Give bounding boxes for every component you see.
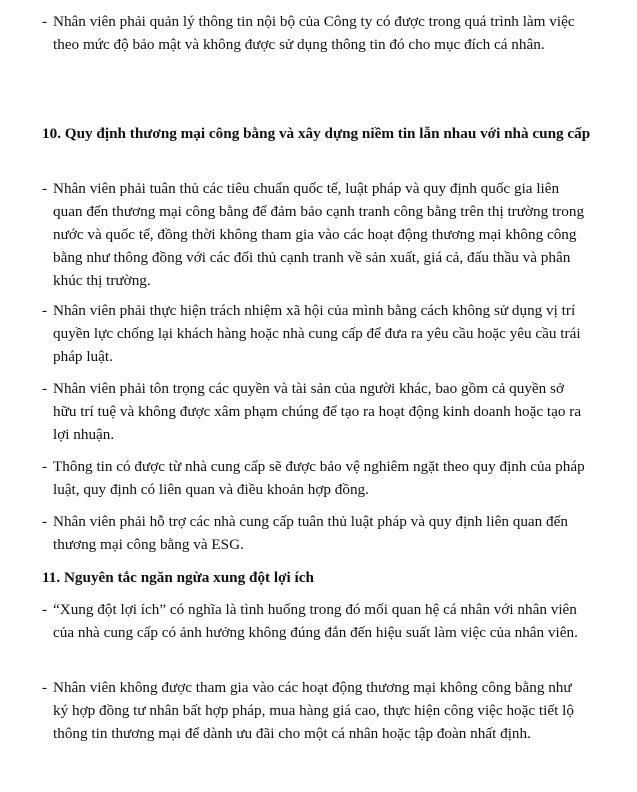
list-item [0, 299, 585, 368]
section-11-title: 11. Nguyên tắc ngăn ngừa xung đột lợi ích [42, 569, 314, 586]
list-item [0, 455, 585, 501]
section-10-title: 10. Quy định thương mại công bằng và xây dựng niềm tin lẫn nhau với nhà cung cấp [42, 125, 591, 142]
bullet-text: Nhân viên phải quản lý thông tin nội bộ của Công ty có được trong quá trình làm việc theo mức độ bảo mật và không được sử dụng thông tin đó cho mục đích cá nhân. [53, 13, 575, 53]
top-bullet-list [0, 10, 585, 56]
bullet-dash: - [42, 458, 48, 475]
bullet-text: Nhân viên không được tham gia vào các hoạt động thương mại không công bằng như ký hợp đồng tư nhân bất hợp pháp, mua hàng giá cao, thực hiện công việc hoặc tiết lộ thông tin thương mại để dành ưu đãi cho một cá nhân hoặc tập đoàn nhất định. [53, 679, 574, 742]
bullet-text: Nhân viên phải tuân thủ các tiêu chuẩn quốc tế, luật pháp và quy định quốc gia liên quan đến thương mại công bằng để đảm bảo cạnh tranh công bằng trên thị trường trong nước và quốc tế, đồng thời không tham gia vào các hoạt động thương mại không công bằng như thông đồng với các đối thủ cạnh tranh về sản xuất, giá cả, đấu thầu và phân khúc thị trường. [53, 180, 585, 289]
section-10-list [0, 299, 585, 368]
bullet-dash: - [42, 380, 48, 397]
section-10-list [0, 510, 585, 556]
bullet-text: Nhân viên phải tôn trọng các quyền và tài sản của người khác, bao gồm cả quyền sở hữu trí tuệ và không được xâm phạm chúng để tạo ra hoạt động kinh doanh hoặc tạo ra lợi nhuận. [53, 380, 582, 443]
bullet-dash: - [42, 513, 48, 530]
bullet-dash: - [42, 180, 48, 197]
list-item [0, 177, 585, 292]
bullet-text: “Xung đột lợi ích” có nghĩa là tình huống trong đó mối quan hệ cá nhân với nhân viên của nhà cung cấp có ảnh hưởng không đúng đắn đến hiệu suất làm việc của nhân viên. [53, 601, 578, 641]
bullet-dash: - [42, 679, 48, 696]
section-11-list [0, 598, 585, 644]
bullet-dash: - [42, 601, 48, 618]
list-item [0, 676, 585, 745]
section-10-list [0, 177, 585, 292]
list-item [0, 10, 585, 56]
list-item [0, 510, 585, 556]
bullet-dash: - [42, 13, 48, 30]
bullet-text: Nhân viên phải thực hiện trách nhiệm xã hội của mình bằng cách không sử dụng vị trí quyền lực chống lại khách hàng hoặc nhà cung cấp để đưa ra yêu cầu hoặc yêu cầu trái pháp luật. [53, 302, 581, 365]
section-10-list [0, 377, 585, 446]
bullet-text: Thông tin có được từ nhà cung cấp sẽ được bảo vệ nghiêm ngặt theo quy định của pháp luật, quy định có liên quan và điều khoản hợp đồng. [53, 458, 585, 498]
list-item [0, 377, 585, 446]
bullet-dash: - [42, 302, 48, 319]
bullet-text: Nhân viên phải hỗ trợ các nhà cung cấp tuân thủ luật pháp và quy định liên quan đến thương mại công bằng và ESG. [53, 513, 568, 553]
section-11-list [0, 676, 585, 745]
list-item [0, 598, 585, 644]
section-10-list [0, 455, 585, 501]
